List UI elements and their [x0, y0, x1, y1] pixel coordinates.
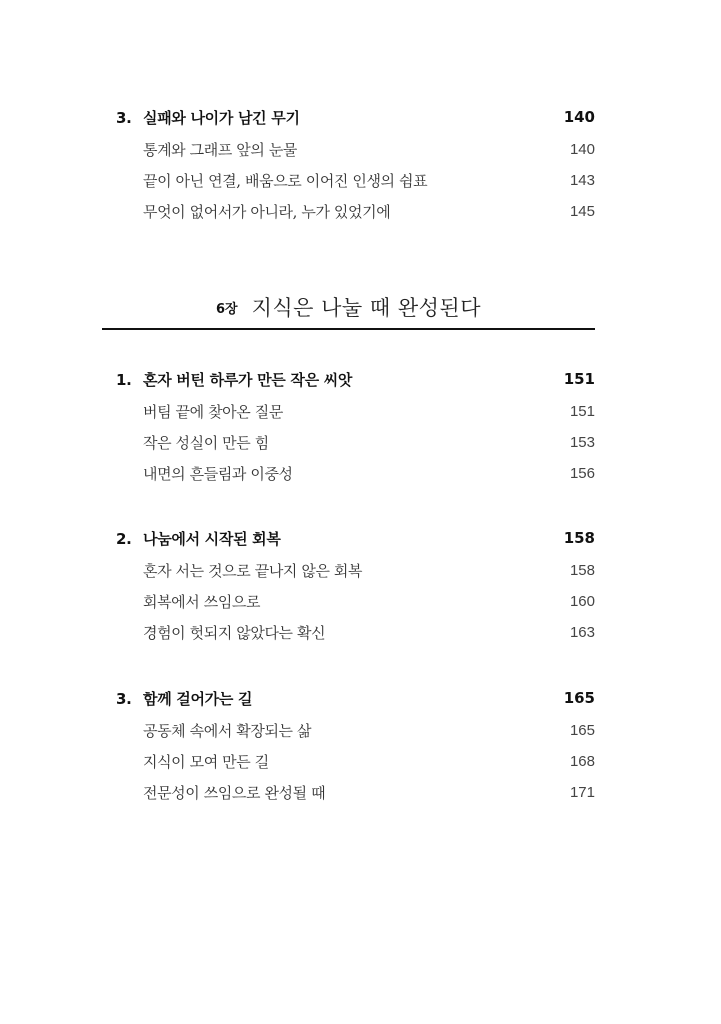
toc-entry[interactable]	[116, 196, 595, 227]
toc-entry[interactable]	[116, 458, 595, 489]
entry-title: 경험이 헛되지 않았다는 확신	[143, 624, 326, 642]
entry-page-number: 156	[569, 465, 595, 482]
toc-section-2	[116, 523, 595, 648]
entry-page-number: 163	[569, 624, 595, 641]
entry-title: 작은 성실이 만든 힘	[143, 434, 269, 452]
toc-entry[interactable]	[116, 165, 595, 196]
toc-entry[interactable]	[116, 134, 595, 165]
chapter-title: 지식은 나눌 때 완성된다	[251, 296, 481, 320]
toc-section-heading[interactable]	[116, 102, 595, 132]
entry-page-number: 160	[569, 593, 595, 610]
toc-entry[interactable]	[116, 427, 595, 458]
section-title-wrap	[116, 528, 281, 549]
section-page-number: 140	[563, 108, 595, 126]
toc-entry[interactable]	[116, 617, 595, 648]
section-title: 혼자 버틴 하루가 만든 작은 씨앗	[143, 370, 353, 389]
toc-entry[interactable]	[116, 746, 595, 777]
entry-page-number: 171	[569, 784, 595, 801]
section-number: 2.	[116, 529, 132, 548]
section-number: 1.	[116, 370, 132, 389]
toc-entry[interactable]	[116, 555, 595, 586]
chapter-heading[interactable]	[102, 292, 595, 330]
entry-page-number: 140	[569, 141, 595, 158]
section-title: 실패와 나이가 남긴 무기	[143, 108, 300, 127]
toc-section-3	[116, 683, 595, 808]
section-number: 3.	[116, 108, 132, 127]
entry-title: 무엇이 없어서가 아니라, 누가 있었기에	[143, 203, 391, 221]
entry-page-number: 165	[569, 722, 595, 739]
section-title: 함께 걸어가는 길	[143, 689, 253, 708]
entry-title: 끝이 아닌 연결, 배움으로 이어진 인생의 쉼표	[143, 172, 428, 190]
toc-entry[interactable]	[116, 715, 595, 746]
section-title-wrap	[116, 107, 300, 128]
entry-page-number: 168	[569, 753, 595, 770]
toc-section-1	[116, 364, 595, 489]
entry-page-number: 151	[569, 403, 595, 420]
entry-title: 버팀 끝에 찾아온 질문	[143, 403, 283, 421]
toc-section-heading[interactable]	[116, 523, 595, 553]
entry-title: 혼자 서는 것으로 끝나지 않은 회복	[143, 562, 363, 580]
section-page-number: 158	[563, 529, 595, 547]
section-page-number: 165	[563, 689, 595, 707]
toc-entry[interactable]	[116, 586, 595, 617]
entry-title: 내면의 흔들림과 이중성	[143, 465, 293, 483]
toc-section-heading[interactable]	[116, 364, 595, 394]
entry-title: 회복에서 쓰임으로	[143, 593, 261, 611]
entry-page-number: 143	[569, 172, 595, 189]
section-title-wrap	[116, 688, 252, 709]
toc-section-heading[interactable]	[116, 683, 595, 713]
entry-page-number: 153	[569, 434, 595, 451]
toc-entry[interactable]	[116, 396, 595, 427]
toc-entry[interactable]	[116, 777, 595, 808]
entry-title: 전문성이 쓰임으로 완성될 때	[143, 784, 326, 802]
section-page-number: 151	[563, 370, 595, 388]
section-title-wrap	[116, 369, 352, 390]
entry-title: 통계와 그래프 앞의 눈물	[143, 141, 298, 159]
chapter-label: 6장	[216, 301, 238, 317]
entry-page-number: 158	[569, 562, 595, 579]
entry-title: 공동체 속에서 확장되는 삶	[143, 722, 312, 740]
entry-title: 지식이 모여 만든 길	[143, 753, 269, 771]
entry-page-number: 145	[569, 203, 595, 220]
toc-section-prev-3	[116, 102, 595, 227]
section-title: 나눔에서 시작된 회복	[143, 529, 281, 548]
section-number: 3.	[116, 689, 132, 708]
